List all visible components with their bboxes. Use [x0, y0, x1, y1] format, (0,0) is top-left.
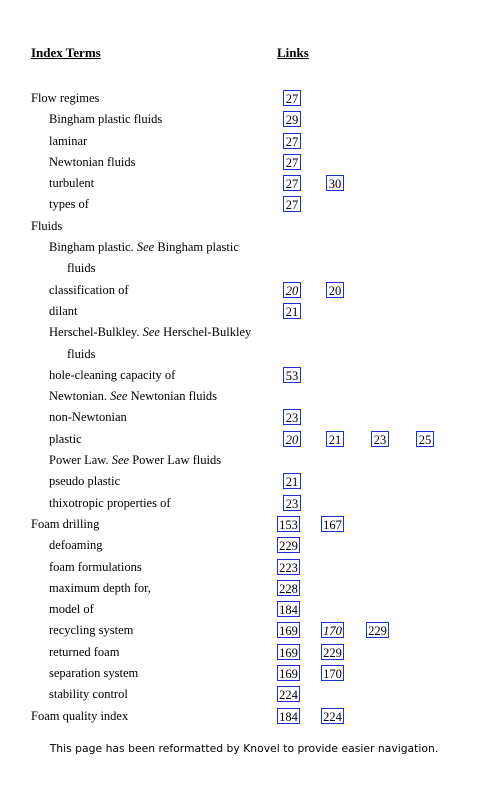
index-entry-row: [0, 194, 488, 215]
index-subterm: [49, 301, 77, 322]
see-reference: See: [142, 325, 160, 340]
index-entry-row: [0, 663, 488, 684]
see-target: Bingham plastic: [157, 240, 239, 255]
index-term: [31, 514, 99, 535]
index-entry-row: [0, 152, 488, 173]
page-link[interactable]: 169: [277, 665, 300, 681]
index-entry-row: [0, 514, 488, 535]
index-subterm: [49, 407, 127, 428]
term-text: foam formulations: [49, 559, 142, 574]
index-subterm: [49, 365, 175, 386]
page-link[interactable]: 228: [277, 580, 300, 596]
term-text: pseudo plastic: [49, 474, 121, 489]
page-link[interactable]: 169: [277, 644, 300, 660]
index-subterm: [49, 386, 217, 407]
page-link[interactable]: 224: [321, 708, 344, 724]
term-text: hole-cleaning capacity of: [49, 367, 176, 382]
page-link[interactable]: 27: [283, 154, 301, 170]
index-entry-row: [0, 578, 488, 599]
index-subterm: [49, 322, 251, 343]
page-link[interactable]: 27: [283, 90, 301, 106]
index-entry-row: [0, 684, 488, 705]
page-link[interactable]: 169: [277, 622, 300, 638]
page-link[interactable]: 184: [277, 601, 300, 617]
term-text: turbulent: [49, 176, 95, 191]
index-entry-row: [0, 301, 488, 322]
page-link[interactable]: 20: [283, 282, 301, 298]
page-link[interactable]: 229: [321, 644, 344, 660]
index-entry-row: [0, 620, 488, 641]
term-text: Fluids: [31, 218, 63, 233]
term-text: laminar: [49, 133, 88, 148]
index-entry-row: [0, 131, 488, 152]
see-reference: See: [111, 453, 130, 468]
page-link[interactable]: 229: [277, 537, 300, 553]
see-target: Herschel-Bulkley: [163, 325, 252, 340]
index-subterm: [49, 535, 102, 556]
index-subterm: [49, 450, 221, 471]
term-text: model of: [49, 602, 94, 617]
index-subterm: [49, 237, 239, 258]
index-entry-row: [0, 173, 488, 194]
term-text: Newtonian fluids: [49, 154, 136, 169]
term-text: Power Law.: [49, 453, 109, 468]
page-link[interactable]: 29: [283, 111, 301, 127]
term-text: Bingham plastic fluids: [49, 112, 163, 127]
term-text: plastic: [49, 431, 82, 446]
page-link[interactable]: 30: [326, 175, 344, 191]
see-reference: See: [136, 240, 155, 255]
page-link[interactable]: 167: [321, 516, 344, 532]
index-subterm: [49, 663, 138, 684]
page-link[interactable]: 27: [283, 196, 301, 212]
page-link[interactable]: 27: [283, 133, 301, 149]
index-term-continuation: [67, 258, 95, 279]
index-entry-row: [0, 599, 488, 620]
page-link[interactable]: 229: [366, 622, 389, 638]
index-entry-row: [0, 450, 488, 471]
index-subterm: [49, 152, 135, 173]
index-entry-row: [0, 706, 488, 727]
term-text: returned foam: [49, 644, 120, 659]
index-subterm: [49, 557, 142, 578]
index-entry-row: [0, 237, 488, 258]
term-text: recycling system: [49, 623, 134, 638]
index-term: [31, 216, 62, 237]
index-subterm: [49, 684, 128, 705]
index-term: [31, 706, 128, 727]
term-text: stability control: [49, 687, 128, 702]
index-subterm: [49, 109, 162, 130]
index-entry-row: [0, 386, 488, 407]
page-link[interactable]: 25: [416, 431, 434, 447]
term-text: Foam drilling: [31, 516, 100, 531]
index-entry-row: [0, 322, 488, 343]
index-subterm: [49, 471, 120, 492]
term-text: Flow regimes: [31, 91, 100, 105]
term-text: fluids: [67, 346, 96, 361]
page-link[interactable]: 21: [283, 303, 301, 319]
index-entry-row: [0, 557, 488, 578]
index-subterm: [49, 642, 119, 663]
index-entry-row: [0, 642, 488, 663]
index-term-continuation: [67, 344, 95, 365]
page-link[interactable]: 153: [277, 516, 300, 532]
page-link[interactable]: 20: [326, 282, 344, 298]
term-text: Newtonian.: [49, 389, 107, 404]
index-subterm: [49, 131, 87, 152]
see-target: Power Law fluids: [132, 453, 222, 468]
page-link[interactable]: 170: [321, 665, 344, 681]
index-entry-row: [0, 471, 488, 492]
index-subterm: [49, 493, 171, 514]
page-link[interactable]: 23: [283, 409, 301, 425]
see-reference: See: [110, 389, 128, 404]
page-link[interactable]: 223: [277, 559, 300, 575]
page-link[interactable]: 23: [371, 431, 389, 447]
index-entry-row: [0, 493, 488, 514]
index-entry-row: [0, 280, 488, 301]
term-text: Herschel-Bulkley.: [49, 325, 140, 340]
index-subterm: [49, 578, 151, 599]
page-link[interactable]: 20: [283, 431, 301, 447]
knovel-footer-note: This page has been reformatted by Knovel to provide easier navigation.: [49, 742, 439, 755]
term-text: dilant: [49, 303, 78, 318]
page-link[interactable]: 53: [283, 367, 301, 383]
term-text: types of: [49, 197, 89, 212]
index-entry-row: [0, 365, 488, 386]
index-subterm: [49, 429, 82, 450]
term-text: Bingham plastic.: [49, 240, 134, 255]
index-subterm: [49, 194, 89, 215]
index-entry-row: [0, 535, 488, 556]
term-text: defoaming: [49, 538, 103, 553]
term-text: Foam quality index: [31, 708, 129, 723]
index-entry-row: [0, 216, 488, 237]
page-link[interactable]: 184: [277, 708, 300, 724]
page-link[interactable]: 170: [321, 622, 344, 638]
index-entry-row: [0, 109, 488, 130]
index-entry-row: [0, 88, 488, 109]
index-subterm: [49, 280, 129, 301]
index-entry-row: [0, 344, 488, 365]
page-link[interactable]: 224: [277, 686, 300, 702]
term-text: maximum depth for,: [49, 580, 151, 595]
see-target: Newtonian fluids: [130, 389, 218, 404]
page-link[interactable]: 27: [283, 175, 301, 191]
page-link[interactable]: 21: [326, 431, 344, 447]
index-entry-row: [0, 429, 488, 450]
index-entry-row: [0, 407, 488, 428]
term-text: non-Newtonian: [49, 410, 127, 425]
index-entry-row: [0, 258, 488, 279]
term-text: separation system: [49, 666, 139, 681]
page-link[interactable]: 21: [283, 473, 301, 489]
term-text: thixotropic properties of: [49, 495, 171, 510]
index-subterm: [49, 620, 133, 641]
index-subterm: [49, 173, 94, 194]
links-header: Links: [277, 45, 309, 60]
page-link[interactable]: 23: [283, 495, 301, 511]
index-entry-list: [0, 88, 488, 727]
term-text: fluids: [67, 261, 96, 276]
index-term: [31, 88, 99, 109]
index-subterm: [49, 599, 94, 620]
index-terms-header: Index Terms: [31, 45, 101, 60]
term-text: classification of: [49, 282, 129, 297]
